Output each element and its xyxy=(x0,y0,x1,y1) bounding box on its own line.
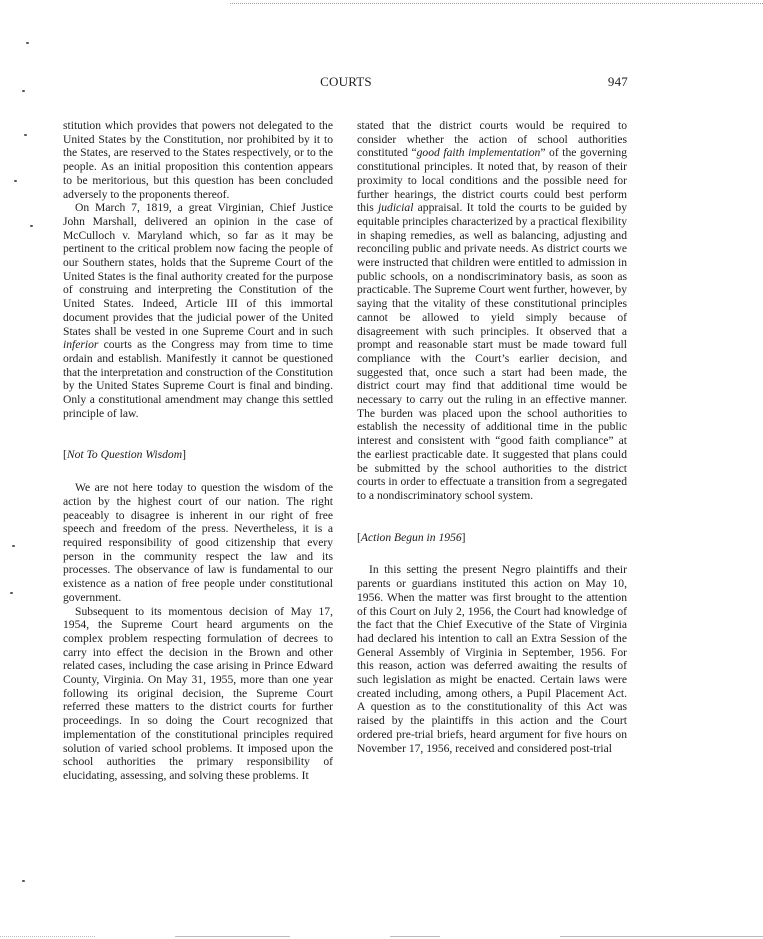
scan-speck xyxy=(26,42,29,44)
running-head xyxy=(64,74,628,90)
paragraph-text: appraisal. It told the courts to be guided by equitable principles characterized by a practical flexibility in shaping remedies, as well as balancing, adjusting and reconciling public and private needs. As district courts we were instructed that children were entitled to admission in public schools, on a nondiscriminatory basis, as soon as practicable. The Supreme Court went further, however, by saying that the vitality of these constitutional principles cannot be allowed to yield simply because of disagreement with such principles. It observed that a prompt and reasonable start must be made toward full compliance with the Court’s earlier decision, and suggested that, once such a start had been made, the district court may find that additional time would be necessary to carry out the ruling in an effective manner. The burden was placed upon the school authorities to establish the necessity of additional time in the public interest and consistent with “good faith compliance” at the earliest practicable date. It suggested that plans could be submitted by the school authorities to the district courts in order to effectuate a transition from a segregated to a nondiscriminatory school system. xyxy=(357,201,627,502)
paragraph-text: courts as the Congress may from time to time ordain and establish. Manifestly it cannot be questioned that the interpretation and construction of the Constitution by the United States Supreme Court is final and binding. Only a constitutional amendment may change this settled principle of law. xyxy=(63,338,333,420)
paragraph: In this setting the present Negro plaintiffs and their parents or guardians instituted this action on May 10, 1956. When the matter was first brought to the attention of this Court on July 2, 1956, the Court had knowledge of the fact that the Chief Executive of the State of Virginia had declared his intention to call an Extra Session of the General Assembly of Virginia in September, 1956. For this reason, action was deferred awaiting the results of such legislation as might be enacted. Certain laws were created including, among others, a Pupil Placement Act. A question as to the constitutionality of this Act was raised by the plaintiffs in this action and the Court ordered pre-trial briefs, heard argument for five hours on November 17, 1956, received and considered post-trial xyxy=(357,563,627,755)
heading-bracket-close: ] xyxy=(461,530,466,544)
heading-bracket-open: [ xyxy=(357,530,361,544)
italic-term: inferior xyxy=(63,338,99,352)
heading-bracket-open: [ xyxy=(63,448,67,462)
paragraph xyxy=(357,119,627,503)
paragraph-text: stated that the district courts would be required to consider whether the action of school authorities constituted “ xyxy=(357,119,627,160)
section-heading xyxy=(63,448,333,462)
italic-term: judicial xyxy=(378,201,414,215)
paragraph xyxy=(63,201,333,420)
scan-bottom-edge xyxy=(390,936,440,937)
paragraph: Subsequent to its momentous decision of May 17, 1954, the Supreme Court heard arguments on the complex problem respecting formulation of decrees to carry into effect the decision in the Brown and other related cases, including the case arising in Prince Edward County, Virginia. On May 31, 1955, more than one year following its original decision, the Supreme Court referred these matters to the district courts for further proceedings. In so doing the Court recognized that implementation of the constitutional principles required solution of varied school problems. It imposed upon the school authorities the primary responsibility of elucidating, assessing, and solving these problems. It xyxy=(63,604,333,782)
italic-term: good faith implementation xyxy=(416,146,541,160)
scan-bottom-edge xyxy=(0,936,95,937)
paragraph-text: ” of the governing constitutional principles. It noted that, by reason of their proximity to local conditions and the possible need for further hearings, the district courts could best perform this xyxy=(357,146,627,215)
scan-bottom-edge xyxy=(560,936,763,937)
scan-speck xyxy=(10,592,13,594)
scan-top-edge xyxy=(230,3,763,4)
heading-bracket-close: ] xyxy=(182,448,186,462)
scan-speck xyxy=(12,545,15,547)
left-column xyxy=(63,119,333,783)
scan-speck xyxy=(30,225,33,227)
scan-speck xyxy=(14,180,17,182)
section-heading-text: Action Begun in 1956 xyxy=(360,530,462,544)
page-number: 947 xyxy=(607,74,628,89)
section-heading-text: Not To Question Wisdom xyxy=(66,448,183,462)
scan-speck xyxy=(22,90,25,92)
right-column xyxy=(357,119,627,755)
paragraph-text: On March 7, 1819, a great Virginian, Chief Justice John Marshall, delivered an opinion in the case of McCulloch v. Maryland which, so far as it may be pertinent to the critical problem now facing the people of our Southern states, holds that the Supreme Court of the United States is the final authority created for the purpose of construing and interpreting the Constitution of the United States. Indeed, Article III of this immortal document provides that the judicial power of the United States shall be vested in one Supreme Court and in such xyxy=(63,201,333,338)
running-title: COURTS xyxy=(320,74,372,89)
section-heading xyxy=(357,531,627,545)
paragraph: stitution which provides that powers not delegated to the United States by the Constitution, nor prohibited by it to the States, are reserved to the States respectively, or to the people. As an initial proposition this contention appears to be meritorious, but this question has been concluded adversely to the proponents thereof. xyxy=(63,119,333,201)
scan-speck xyxy=(24,134,27,136)
scan-bottom-edge xyxy=(175,936,290,937)
paragraph: We are not here today to question the wisdom of the action by the highest court of our nation. The right peaceably to disagree is inherent in our right of free speech and freedom of the press. Nevertheless, it is a required responsibility of good citizenship that every person in the community respect the law and its processes. The observance of law is fundamental to our existence as a nation of free people under constitutional government. xyxy=(63,481,333,604)
scan-speck xyxy=(22,880,25,882)
